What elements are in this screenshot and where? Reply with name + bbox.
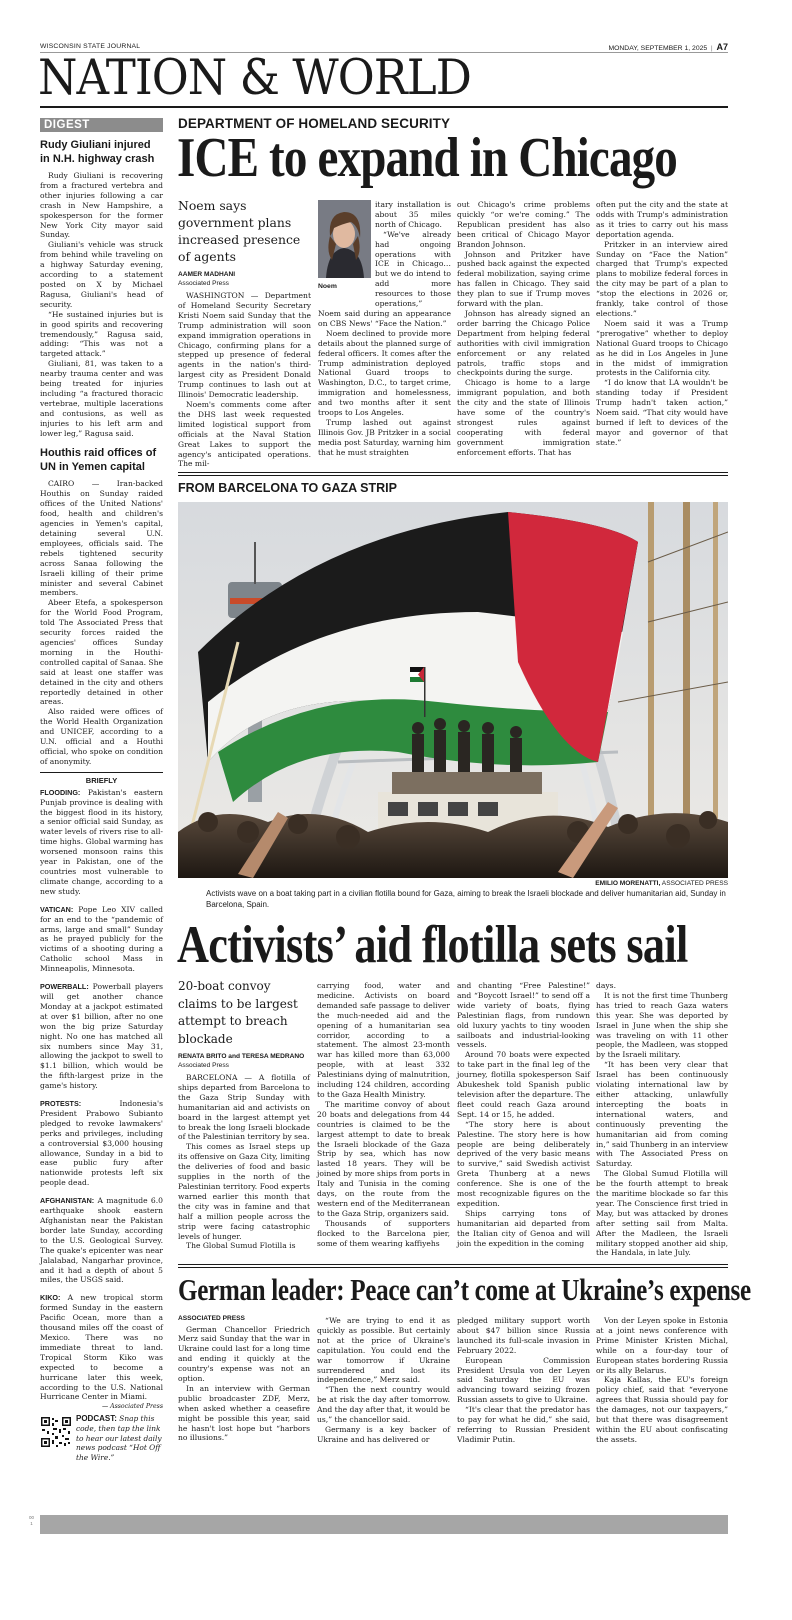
podcast-promo: [40, 1414, 163, 1462]
paragraph: Johnson and Pritzker have pushed back against the expected federal mobilization, saying crime has fallen in Chicago. They said they plan to sue if Trump moves forward with the plan.: [457, 249, 590, 309]
flotilla-col-4: [596, 981, 728, 1258]
flotilla-photo-credit: [595, 880, 728, 887]
flotilla-kicker: FROM BARCELONA TO GAZA STRIP: [178, 481, 397, 495]
paragraph: “It has been very clear that Israel has been continuously violating international law by either attacking, unlawfully intercepting the boats in international waters, and continuously preventing the humanitarian aid from coming in,” said Thunberg in an interview with The Associated Press on Saturday.: [596, 1060, 728, 1169]
podcast-label: PODCAST:: [76, 1414, 117, 1424]
ice-deck: Noem says government plans increased presence of agents: [178, 198, 301, 264]
german-byline: [178, 1315, 310, 1324]
paragraph: often put the city and the state at odds with Trump's administration as it tries to carry out his mass deportation agenda.: [596, 200, 728, 239]
paragraph: Ships carrying tons of humanitarian aid departed from the Italian city of Genoa and will join the expedition in the coming: [457, 1208, 590, 1248]
paragraph: Trump lashed out against Illinois Gov. JB Pritzker in a social media post Saturday, warning him that he must straighten: [318, 417, 451, 457]
paper-name: WISCONSIN STATE JOURNAL: [40, 43, 141, 50]
paragraph: Chicago is home to a large immigrant population, and both the city and the state of Illinois have some of the country's strongest rules against cooperating with federal government immigration enforcement efforts. That has: [457, 378, 590, 457]
paragraph: Noem said it was a Trump “prerogative” whether to deploy National Guard troops to Chicago as he did in Los Angeles in June in the midst of immigration protests in the California city.: [596, 318, 728, 378]
german-col-2: [317, 1316, 450, 1445]
brief-text: Indonesia's President Prabowo Subianto pledged to revoke lawmakers' perks and privileges, including a controversial $3,000 housing allowance, Sunday in a bid to ease public fury after nationwide protests left six people dead.: [40, 1099, 163, 1188]
ice-body-2: [318, 309, 451, 458]
paragraph: “Then the next country would be at risk the day after tomorrow. And the day after that, it would be us,” the chancellor said.: [317, 1385, 450, 1425]
footer-code: [29, 1515, 34, 1526]
page-date: MONDAY, SEPTEMBER 1, 2025: [608, 45, 708, 52]
paragraph: Also raided were offices of the World Health Organization and UNICEF, according to a U.N. official and a Houthi official, who spoke on condition of anonymity.: [40, 707, 163, 766]
credit-name: EMILIO MORENATTI,: [595, 880, 661, 887]
paragraph: Von der Leyen spoke in Estonia at a joint news conference with Prime Minister Kristen Michal, while on a four-day tour of European states bordering Russia or its ally Belarus.: [596, 1316, 728, 1375]
paragraph: carrying food, water and medicine. Activists on board demanded safe passage to deliver the much-needed aid and the opening of a humanitarian sea corridor, according to a statement. The almost 23-month war has killed more than 63,000 people, with at least 332 Palestinians dying of malnutrition, including 124 children, according to the Gaza Health Ministry.: [317, 981, 450, 1099]
qr-code-icon[interactable]: [40, 1416, 72, 1448]
podcast-text: Snap this code, then tap the link to hear our latest daily news podcast “Hot Off the Wire.”: [76, 1414, 162, 1462]
brief-label: FLOODING:: [40, 787, 81, 797]
flotilla-headline: Activists’ aid flotilla sets sail: [177, 916, 688, 974]
digest-credit: — Associated Press: [101, 1403, 163, 1411]
flotilla-col-1: [178, 978, 310, 1251]
german-col-3: [457, 1316, 590, 1445]
ice-col-2: [318, 200, 451, 458]
brief-item: [40, 788, 163, 897]
ice-byline: [178, 271, 311, 288]
digest-label: DIGEST: [40, 118, 163, 132]
paragraph: Noem said during an appearance on CBS News' “Face the Nation.”: [318, 308, 451, 328]
ice-col-3: [457, 200, 590, 458]
brief-text: Pope Leo XIV called for an end to the “pandemic of arms, large and small” Sunday as he prayed publicly for the victims of a shooting during a Catholic school Mass in Minneapolis, Minnesota.: [40, 904, 163, 974]
flotilla-col-2: [317, 981, 450, 1248]
paragraph: Abeer Etefa, a spokesperson for the World Food Program, told The Associated Press that security forces raided the agencies' offices Sunday morning in the Houthi-controlled capital of Sanaa. She said at least one staffer was detained in the city and others reportedly detained in other areas.: [40, 598, 163, 707]
brief-text: Powerball players will get another chance Monday at a jackpot estimated at over $1 billion, after no one won the big prize Saturday night. No one has matched all six numbers since May 31, allowing the jackpot to swell to $1.1 billion, which would be the fifth-largest prize in the game's history.: [40, 982, 163, 1091]
digest-story-2: [40, 479, 163, 766]
byline-name: RENATA BRITO and TERESA MEDRANO: [178, 1053, 305, 1060]
noem-photo-block: [318, 200, 371, 309]
digest-story-1: [40, 171, 163, 438]
brief-item: [40, 1293, 163, 1402]
german-col-4: [596, 1316, 728, 1445]
page-info: MONDAY, SEPTEMBER 1, 2025 | A7: [608, 42, 728, 52]
flotilla-byline: [178, 1053, 310, 1070]
brief-label: VATICAN:: [40, 904, 74, 914]
paragraph: CAIRO — Iran-backed Houthis on Sunday raided offices of the United Nations' food, health and children's agencies in Yemen's capital, detaining several U.N. employees, officials said. The rebels tightened security across Sanaa following the Israeli killing of their prime minister and several Cabinet members.: [40, 479, 163, 598]
paragraph: Noem declined to provide more details about the planned surge of federal officers. It comes after the Trump administration deployed National Guard troops to Washington, D.C., to target crime, immigration and homelessness, and two months after it sent troops to Los Angeles.: [318, 328, 451, 418]
paragraph: “I do know that LA wouldn't be standing today if President Trump hadn't taken action,” Noem said. “That city would have burned if left to devices of the mayor and governor of that state.”: [596, 378, 728, 447]
flotilla-deck: 20-boat convoy claims to be largest attempt to breach blockade: [178, 979, 298, 1046]
german-col-1: [178, 1315, 310, 1443]
ice-headline: ICE to expand in Chicago: [177, 127, 677, 189]
paragraph: “We are trying to end it as quickly as possible. But certainly not at the price of Ukraine's capitulation. You could end the war tomorrow if Ukraine surrendered and lost its independence,” Merz said.: [317, 1316, 450, 1385]
paragraph: Giuliani's vehicle was struck from behind while traveling on a highway Saturday evening, according to a statement posted on X by Michael Ragusa, Giuliani's head of security.: [40, 240, 163, 309]
brief-label: AFGHANISTAN:: [40, 1196, 95, 1206]
paragraph: In an interview with German public broadcaster ZDF, Merz, when asked whether a ceasefire might be possible this year, said he hasn't lost hope but “harbors no illusions.”: [178, 1383, 310, 1443]
paragraph: Noem's comments come after the DHS last week requested limited logistical support from officials at the Naval Station Great Lakes to support the agency's anticipated operations. The mil-: [178, 399, 311, 469]
credit-org: ASSOCIATED PRESS: [661, 880, 728, 887]
brief-item: [40, 1099, 163, 1188]
german-body-1: [178, 1325, 310, 1444]
podcast-text-block: [76, 1414, 163, 1462]
flotilla-body-1: [178, 1073, 310, 1251]
digest-sidebar: [40, 118, 163, 1462]
ice-col-1: [178, 197, 311, 469]
section-title: NATION & WORLD: [38, 49, 472, 106]
paragraph: Thousands of supporters flocked to the Barcelona pier, some of them wearing kaffiyehs: [317, 1218, 450, 1248]
paragraph: The Global Sumud Flotilla is: [186, 1241, 296, 1251]
paragraph: itary installation is about 35 miles north of Chicago.: [375, 200, 451, 229]
brief-text: A magnitude 6.0 earthquake shook eastern Afghanistan near the Pakistan border late Sunday, according to the U.S. Geological Survey. The quake's epicenter was near Jalalabad, Nangarhar province, and it had a depth of about 5 miles, the USGS said.: [40, 1196, 163, 1285]
footer-bar: [40, 1515, 728, 1534]
noem-photo: [318, 200, 371, 278]
ice-kicker: DEPARTMENT OF HOMELAND SECURITY: [178, 116, 451, 131]
brief-label: POWERBALL:: [40, 982, 89, 992]
brief-item: [40, 905, 163, 974]
byline-name: AAMER MADHANI: [178, 271, 236, 278]
flotilla-photo-caption: Activists wave on a boat taking part in a civilian flotilla bound for Gaza, aiming to break the Israeli blockade and deliver humanitarian aid, Sunday in Barcelona, Spain.: [206, 889, 726, 909]
paragraph: Rudy Giuliani is recovering from a fractured vertebra and other injuries following a car crash in New Hampshire, a spokesperson for the former New York City mayor said Sunday.: [40, 171, 163, 240]
flotilla-photo: [178, 502, 728, 878]
ice-col-4: [596, 200, 728, 448]
briefs-list: [40, 788, 163, 1403]
brief-text: Pakistan's eastern Punjab province is dealing with the biggest flood in its history, a senior official said Sunday, as water levels of rivers rise to all-time highs. Global warming has worsened monsoon rains this year in Pakistan, one of the countries most vulnerable to climate change, according to a new study.: [40, 787, 163, 896]
paragraph: Pritzker in an interview aired Sunday on “Face the Nation” charged that Trump's expected plans to mobilize federal forces in the city may be part of a plan to “stop the elections in 2026 or, frankly, take control of those elections.”: [596, 239, 728, 318]
paragraph: The Global Sumud Flotilla will be the fourth attempt to break the maritime blockade so far this year. The Conscience first tried in May, but was attacked by drones after setting sail from Malta. After the Madleen, the Israeli military stopped another aid ship, the Handala, in late July.: [596, 1169, 728, 1258]
paragraph: and chanting “Free Palestine!” and “Boycott Israel!” to send off a wide variety of boats, flying Palestinian flags, from rundown old luxury yachts to tiny wooden sailboats and industrial-looking vessels.: [457, 981, 590, 1050]
paragraph: Kaja Kallas, the EU's foreign policy chief, said that “everyone agrees that Russia should pay for the damages, not our taxpayers,” but that there was disagreement within the EU about confiscating the assets.: [596, 1375, 728, 1444]
byline-org: Associated Press: [178, 1061, 229, 1069]
paragraph: European Commission President Ursula von der Leyen said Saturday the EU was advancing toward seizing frozen Russian assets to give to Ukraine.: [457, 1355, 590, 1405]
briefly-label: BRIEFLY: [85, 775, 118, 785]
paragraph: out Chicago's crime problems quickly “or we're coming.” The Republican president has also been critical of Chicago Mayor Brandon Johnson.: [457, 200, 590, 249]
german-headline: German leader: Peace can’t come at Ukraine’s expense: [178, 1272, 751, 1307]
paragraph: “He sustained injuries but is in good spirits and recovering tremendously,” Ragusa said, adding: “This was not a targeted attack.”: [40, 309, 163, 359]
paragraph: pledged military support worth about $47 billion since Russia launched its full-scale invasion in February 2022.: [457, 1316, 590, 1355]
paragraph: days.: [596, 981, 616, 990]
byline-org: ASSOCIATED PRESS: [178, 1315, 245, 1322]
brief-text: A new tropical storm formed Sunday in the eastern Pacific Ocean, more than a thousand miles off the coast of Mexico. There was no immediate threat to land. Tropical Storm Kiko was expected to become a hurricane later this week, according to the U.S. National Hurricane Center in Miami.: [40, 1293, 163, 1402]
paragraph: The maritime convoy of about 20 boats and delegations from 44 countries is claimed to be the largest attempt to date to break the Israeli blockade of the Gaza Strip by sea, which has now lasted 18 years. They will be joined by more ships from ports in Italy and Tunisia in the coming days, on the route from the western end of the Mediterranean to the Gaza Strip, organizers said.: [317, 1099, 450, 1218]
paragraph: “We've already had ongoing operations with ICE in Chicago… but we do intend to add more resources to those operations,”: [375, 229, 451, 309]
brief-item: [40, 982, 163, 1091]
flotilla-col-3: [457, 981, 590, 1248]
paragraph: Johnson has already signed an order barring the Chicago Police Department from helping federal authorities with civil immigration enforcement or any related patrols, traffic stops and checkpoints during the surge.: [457, 308, 590, 378]
paragraph: It is not the first time Thunberg has tried to reach Gaza waters this year. She was deported by Israel in June when the ship she was traveling on with 11 other people, the Madleen, was stopped by the Israeli military.: [596, 990, 728, 1060]
ice-body-1: [178, 291, 311, 469]
paragraph: Around 70 boats were expected to take part in the final leg of the journey, flotilla spokesperson Saif Abukeshek told Spanish public television after the departure. The fleet could reach Gaza around Sept. 14 or 15, he added.: [457, 1050, 590, 1119]
page-number: A7: [716, 42, 728, 52]
ice-body-2-top: [375, 200, 451, 309]
paragraph: German Chancellor Friedrich Merz said Sunday that the war in Ukraine could last for a long time and ending it quickly at the country's expense was not an option.: [178, 1324, 310, 1384]
noem-caption: Noem: [318, 283, 337, 290]
brief-label: PROTESTS:: [40, 1099, 82, 1109]
paragraph: Germany is a key backer of Ukraine and has delivered or: [317, 1424, 450, 1444]
brief-label: KIKO:: [40, 1293, 61, 1303]
brief-item: [40, 1196, 163, 1285]
paragraph: Giuliani, 81, was taken to a nearby trauma center and was being treated for injuries including “a fractured thoracic vertebrae, multiple lacerations and contusions, as well as injuries to his left arm and lower leg,” Ragusa said.: [40, 359, 163, 438]
paragraph: This comes as Israel steps up its offensive on Gaza City, limiting the deliveries of food and basic supplies in the north of the Palestinian territory. Food experts warned earlier this month that the city was in famine and that half a million people across the strip were facing catastrophic levels of hunger.: [178, 1142, 310, 1241]
paragraph: “The story here is about Palestine. The story here is how people are being deliberately deprived of the very basic means to survive,” said Swedish activist Greta Thunberg at a news conference. She is one of the most recognizable figures on the expedition.: [457, 1119, 590, 1208]
paragraph: BARCELONA — A flotilla of ships departed from Barcelona to the Gaza Strip Sunday with humanitarian aid and activists on board in the largest attempt yet to break the long Israeli blockade of the Palestinian territory by sea.: [178, 1073, 310, 1142]
footer-code-top: 00: [29, 1515, 35, 1520]
digest-headline-1: Rudy Giuliani injured in N.H. highway crash: [40, 139, 155, 165]
byline-org: Associated Press: [178, 279, 229, 287]
footer-code-bottom: 1: [30, 1520, 33, 1526]
paragraph: WASHINGTON — Department of Homeland Security Secretary Kristi Noem said Sunday that the Trump administration will soon expand immigration operations in Chicago, confirming plans for a stepped up presence of federal agents in the nation's third-largest city as President Donald Trump continues to lash out at Illinois' Democratic leadership.: [178, 291, 311, 400]
digest-headline-2: Houthis raid offices of UN in Yemen capital: [40, 447, 157, 474]
paragraph: “It's clear that the predator has to pay for what he did,” she said, referring to Russian President Vladimir Putin.: [457, 1405, 590, 1444]
